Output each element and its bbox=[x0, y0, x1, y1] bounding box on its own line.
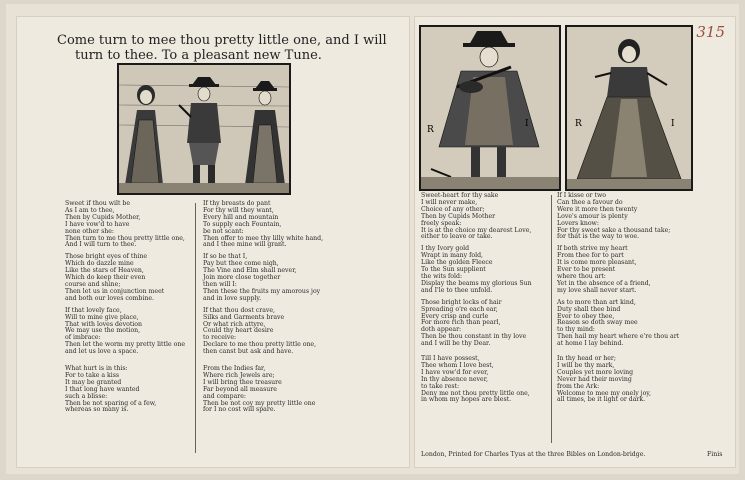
archive-sheet bbox=[6, 4, 739, 474]
verse-line: Silks and Garments brave bbox=[203, 313, 285, 321]
verse-line: From the Indies far, bbox=[203, 365, 266, 373]
verse-line: Duty shall thee bind bbox=[557, 305, 621, 313]
verse-line: and let us love a space. bbox=[65, 348, 139, 356]
verse-line: Ever to obey thee, bbox=[557, 312, 615, 320]
verse-line: be not scant: bbox=[203, 227, 244, 235]
verse-line: Which do dazzle mine bbox=[65, 260, 134, 268]
verse-line: Yet in the absence of a friend, bbox=[557, 279, 651, 287]
woodcut-letter-i-2: I bbox=[671, 119, 675, 129]
verse-line: If that lovely face, bbox=[65, 306, 122, 314]
verse-line: Like the stars of Heaven, bbox=[65, 267, 144, 275]
verse-line: If that thou dost crave, bbox=[203, 306, 276, 314]
verse-line: For thy sweet sake a thousand take; bbox=[557, 226, 671, 234]
verse-line: As I am to thee, bbox=[65, 206, 115, 214]
verse-line: It may be granted bbox=[65, 378, 122, 386]
verse-line: then canst but ask and have. bbox=[203, 348, 294, 356]
verse-line: and both our loves combine. bbox=[65, 294, 154, 302]
stanza bbox=[421, 356, 532, 404]
ballad-title bbox=[57, 33, 387, 63]
verse-line: Then these the fruits my amorous joy bbox=[203, 287, 321, 295]
verse-line: and in love supply. bbox=[203, 294, 262, 302]
verse-line: Thee whom I love best, bbox=[421, 361, 494, 369]
printer-imprint: London, Printed for Charles Tyus at the three Bibles on London-bridge. bbox=[421, 451, 646, 458]
verse-line: in whom my hopes are blest. bbox=[421, 396, 512, 404]
verse-line: Will to mine give place, bbox=[65, 313, 139, 321]
verse-line: course and shine; bbox=[65, 280, 121, 288]
verse-line: Never had their moving bbox=[557, 375, 632, 383]
verse-line: doth appear: bbox=[421, 326, 462, 334]
verse-line: and compare: bbox=[203, 392, 247, 400]
verse-line: to thy mind: bbox=[557, 326, 595, 334]
verse-line: either to leave or take. bbox=[421, 233, 493, 241]
verse-line: Or what rich attyre, bbox=[203, 320, 266, 328]
verse-line: such a blisse: bbox=[65, 392, 108, 400]
verse-line: If thy breasts do pant bbox=[203, 200, 271, 207]
verse-line: Then turn to me thou pretty little one, bbox=[65, 234, 185, 242]
verse-line: For to take a kiss bbox=[65, 371, 120, 379]
verse-line: freely speak: bbox=[421, 219, 462, 227]
title-line-1: Come turn to mee thou pretty little one, and I will bbox=[57, 33, 387, 48]
verse-line: Every hill and mountain bbox=[203, 213, 279, 221]
verse-line: Can thee a favour do bbox=[557, 198, 623, 206]
verse-line: Wrapt in many fold, bbox=[421, 252, 483, 260]
verse-line: Love's amour is plenty bbox=[557, 212, 628, 220]
page-number: 315 bbox=[696, 23, 725, 41]
verse-line: Spreading o're each ear, bbox=[421, 305, 498, 313]
verse-line: And I will turn to thee. bbox=[65, 241, 137, 249]
verse-line: It is come more pleasant, bbox=[557, 259, 637, 267]
verse-line: I have vow'd to have bbox=[65, 220, 130, 228]
verse-line: to take rest: bbox=[421, 382, 460, 390]
stanza bbox=[421, 193, 532, 241]
verse-line: Lovers know: bbox=[557, 219, 599, 227]
verse-line: I will be thy mark, bbox=[557, 361, 615, 369]
verse-line: then will I: bbox=[203, 280, 237, 288]
verse-line: Then by Cupids Mother bbox=[421, 212, 496, 220]
verse-line: Those bright locks of hair bbox=[421, 298, 502, 306]
woodcut-letter-r-2: R bbox=[575, 119, 582, 129]
verse-line: Every crisp and curle bbox=[421, 312, 489, 320]
right-page bbox=[414, 16, 736, 468]
verse-line: That with loves devotion bbox=[65, 320, 142, 328]
stanza bbox=[65, 366, 185, 414]
verse-line: Could thy heart desire bbox=[203, 327, 274, 335]
verse-line: from the Ark: bbox=[557, 382, 600, 390]
verse-line: Couples yet more loving bbox=[557, 368, 634, 376]
column-c bbox=[421, 193, 532, 409]
verse-line: Sweet if thou wilt be bbox=[65, 200, 131, 207]
verse-line: Those bright eyes of thine bbox=[65, 253, 147, 261]
verse-line: Then be thou constant in thy love bbox=[421, 333, 527, 341]
stanza bbox=[421, 300, 532, 348]
verse-line: Which do keep their even bbox=[65, 274, 146, 282]
verse-line: Declare to me thou pretty little one, bbox=[203, 341, 317, 349]
verse-line: We may use the motion, bbox=[65, 327, 141, 335]
verse-line: Reason so doth sway mee bbox=[557, 319, 638, 327]
stanza bbox=[65, 201, 185, 249]
verse-line: for I no cost will spare. bbox=[203, 406, 276, 414]
verse-line: Then let the worm my pretty little one bbox=[65, 341, 185, 349]
verse-line: Then be not sparing of a few, bbox=[65, 399, 157, 407]
verse-line: If I kisse or two bbox=[557, 192, 606, 199]
verse-line: Then by Cupids Mother, bbox=[65, 213, 141, 221]
verse-line: and I thee mine will grant. bbox=[203, 241, 287, 249]
verse-line: Sweet-heart for thy sake bbox=[421, 192, 499, 199]
column-d bbox=[557, 193, 679, 409]
stanza bbox=[203, 308, 323, 356]
verse-line: Pay but thee come nigh, bbox=[203, 260, 279, 268]
verse-line: I will never make, bbox=[421, 198, 478, 206]
verse-line: In thy head or her; bbox=[557, 355, 616, 363]
woodcut-letter-i: I bbox=[525, 119, 529, 129]
verse-line: It is at the choice my dearest Love, bbox=[421, 226, 532, 234]
verse-line: Ever to be present bbox=[557, 266, 616, 274]
woodcut-woman bbox=[565, 25, 693, 191]
verse-line: If so be that I, bbox=[203, 253, 248, 261]
verse-line: all times, be it light or dark. bbox=[557, 396, 646, 404]
left-page bbox=[16, 16, 410, 468]
verse-line: Far beyond all measure bbox=[203, 385, 277, 393]
stanza bbox=[557, 300, 679, 348]
verse-line: As to more than art kind, bbox=[557, 298, 636, 306]
stanza bbox=[421, 246, 532, 294]
verse-line: and I will be thy Dear. bbox=[421, 340, 491, 348]
verse-line: Like the golden Fleece bbox=[421, 259, 493, 267]
verse-line: Then let us in conjunction meet bbox=[65, 287, 165, 295]
verse-line: The Vine and Elm shall never, bbox=[203, 267, 297, 275]
verse-line: Then be not coy my pretty little one bbox=[203, 399, 316, 407]
verse-line: to receive: bbox=[203, 334, 237, 342]
verse-line: and I'le to thee unfold. bbox=[421, 286, 493, 294]
column-divider bbox=[551, 195, 552, 443]
verse-line: of imbrace: bbox=[65, 334, 101, 342]
verse-line: To supply each Fountain, bbox=[203, 220, 282, 228]
stanza bbox=[65, 254, 185, 302]
verse-line: Deny me not thou pretty little one, bbox=[421, 389, 530, 397]
column-a bbox=[65, 201, 185, 419]
stanza bbox=[557, 246, 679, 294]
verse-line: I have vow'd for ever, bbox=[421, 368, 489, 376]
finis-mark: Finis bbox=[707, 451, 723, 458]
verse-line: For thy will they want, bbox=[203, 206, 274, 214]
column-divider bbox=[195, 203, 196, 453]
verse-line: Display the beams my glorious Sun bbox=[421, 279, 532, 287]
stanza bbox=[203, 201, 323, 249]
verse-line: Welcome to mee my onely joy, bbox=[557, 389, 651, 397]
woodcut-man-with-fiddle bbox=[419, 25, 561, 191]
stanza bbox=[203, 254, 323, 302]
stanza bbox=[65, 308, 185, 356]
verse-line: In thy absence never, bbox=[421, 375, 488, 383]
verse-line: If both strive my heart bbox=[557, 245, 628, 253]
verse-line: From thee for to part bbox=[557, 252, 624, 260]
verse-line: Till I have possest, bbox=[421, 355, 480, 363]
verse-line: Then offer to mee thy lilly white hand, bbox=[203, 234, 324, 242]
woodcut-letter-r: R bbox=[427, 125, 434, 135]
verse-line: What hurt is in this: bbox=[65, 365, 128, 373]
column-b bbox=[203, 201, 323, 419]
verse-line: none other she: bbox=[65, 227, 115, 235]
verse-line: my love shall never start. bbox=[557, 286, 637, 294]
verse-line: Then hail my heart where e're thou art bbox=[557, 333, 680, 341]
verse-line: Choice of any other; bbox=[421, 205, 485, 213]
verse-line: at home I lay behind. bbox=[557, 340, 624, 348]
verse-line: Were it more then twenty bbox=[557, 205, 638, 213]
verse-line: To the Sun supplient bbox=[421, 266, 486, 274]
verse-line: For more rich than pearl, bbox=[421, 319, 501, 327]
stanza bbox=[557, 193, 679, 241]
title-line-2: turn to thee. To a pleasant new Tune. bbox=[75, 48, 322, 63]
verse-line: Where rich Jewels are; bbox=[203, 371, 275, 379]
verse-line: where thou art: bbox=[557, 272, 606, 280]
verse-line: I that long have wanted bbox=[65, 385, 140, 393]
verse-line: I will bring thee treasure bbox=[203, 378, 282, 386]
verse-line: whereas so many is. bbox=[65, 406, 129, 414]
stanza bbox=[557, 356, 679, 404]
verse-line: for that is the way to woe. bbox=[557, 233, 640, 241]
stanza bbox=[203, 366, 323, 414]
verse-line: I thy Ivory gold bbox=[421, 245, 470, 253]
woodcut-three-figures bbox=[117, 63, 291, 195]
verse-line: the wits fold: bbox=[421, 272, 463, 280]
verse-line: Join more close together bbox=[203, 274, 281, 282]
